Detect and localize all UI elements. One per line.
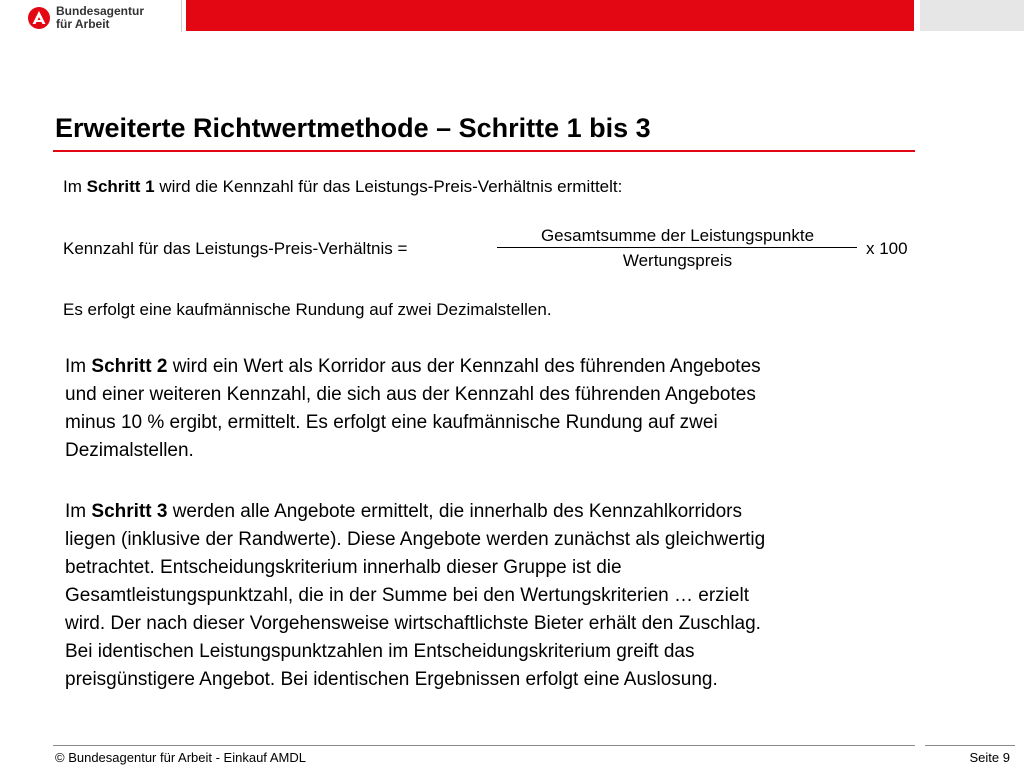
step3-label: Schritt 3	[91, 501, 168, 522]
step2-line1-post: wird ein Wert als Korridor aus der Kennzahl des führenden Angebotes	[167, 356, 761, 377]
fraction-line	[497, 247, 857, 248]
org-name-line1: Bundesagentur	[56, 4, 145, 18]
step2-label: Schritt 2	[91, 356, 168, 377]
step1-intro-pre: Im	[63, 177, 87, 196]
step3-line3: betrachtet. Entscheidungskriterium innerhalb dieser Gruppe ist die	[65, 557, 622, 578]
step1-label: Schritt 1	[86, 177, 155, 196]
formula-numerator: Gesamtsumme der Leistungspunkte	[540, 226, 815, 245]
header-divider	[181, 0, 182, 32]
footer-rule-left	[53, 745, 915, 746]
org-name-line2: für Arbeit	[56, 17, 110, 31]
step1-intro-post: wird die Kennzahl für das Leistungs-Preis-Verhältnis ermittelt:	[154, 177, 623, 196]
ba-logo-icon	[28, 7, 50, 29]
step2-line4: Dezimalstellen.	[65, 440, 194, 461]
formula-multiplier: x 100	[866, 239, 908, 258]
header-grey-bar	[920, 0, 1024, 31]
step2-line1	[65, 353, 761, 381]
step3-line7: preisgünstigere Angebot. Bei identischen Ergebnissen erfolgt eine Auslosung.	[65, 669, 718, 690]
page-title: Erweiterte Richtwertmethode – Schritte 1 bis 3	[55, 113, 651, 143]
footer-rule-right	[925, 745, 1015, 746]
step3-pre: Im	[65, 501, 92, 522]
step3-line1-post: werden alle Angebote ermittelt, die innerhalb des Kennzahlkorridors	[167, 501, 742, 522]
header-red-bar	[186, 0, 914, 31]
step2-line3: minus 10 % ergibt, ermittelt. Es erfolgt eine kaufmännische Rundung auf zwei	[65, 412, 718, 433]
page-number: Seite 9	[969, 750, 1010, 765]
step3-line6: Bei identischen Leistungspunktzahlen im Entscheidungskriterium greift das	[65, 641, 695, 662]
step3-line4: Gesamtleistungspunktzahl, die in der Summe bei den Wertungskriterien … erzielt	[65, 585, 749, 606]
formula-lhs: Kennzahl für das Leistungs-Preis-Verhältnis =	[63, 239, 408, 258]
footer-copyright: © Bundesagentur für Arbeit - Einkauf AMDL	[55, 750, 306, 765]
step2-line2: und einer weiteren Kennzahl, die sich aus der Kennzahl des führenden Angebotes	[65, 384, 756, 405]
step1-rounding: Es erfolgt eine kaufmännische Rundung auf zwei Dezimalstellen.	[63, 300, 552, 319]
title-underline	[53, 150, 915, 152]
step2-pre: Im	[65, 356, 92, 377]
step3-line2: liegen (inklusive der Randwerte). Diese Angebote werden zunächst als gleichwertig	[65, 529, 766, 550]
header-logo	[28, 5, 144, 31]
org-name	[56, 5, 144, 31]
formula-denominator: Wertungspreis	[622, 251, 733, 270]
step1-intro	[63, 176, 622, 198]
step2-paragraph	[65, 353, 761, 465]
step3-line1	[65, 498, 765, 526]
step3-paragraph	[65, 498, 765, 694]
step3-line5: wird. Der nach dieser Vorgehensweise wirtschaftlichste Bieter erhält den Zuschlag.	[65, 613, 761, 634]
